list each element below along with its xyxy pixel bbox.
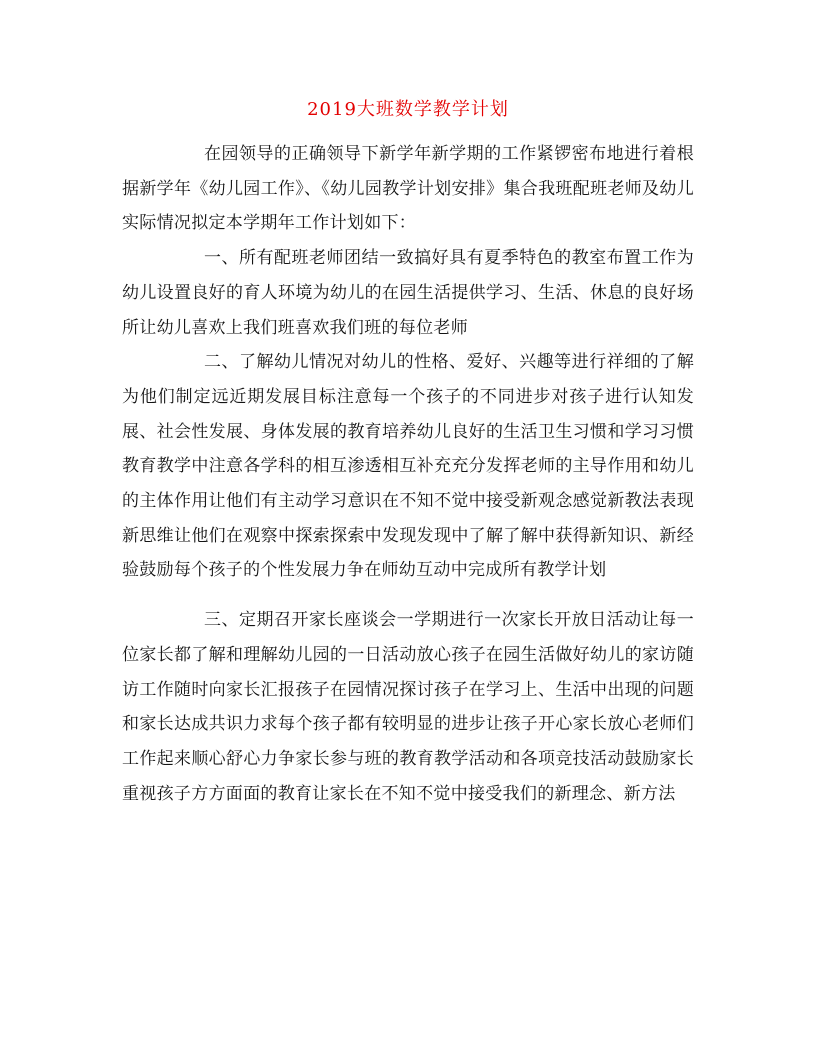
page-title: 2019大班数学教学计划 <box>307 99 509 120</box>
paragraph-section-2: 二、了解幼儿情况对幼儿的性格、爱好、兴趣等进行祥细的了解为他们制定远近期发展目标注意每一个孩子的不同进步对孩子进行认知发展、社会性发展、身体发展的教育培养幼儿良好的生活卫生习惯和学习习惯教育教学中注意各学科的相互渗透相互补充充分发挥老师的主导作用和幼儿的主体作用让他们有主动学习意识在不知不觉中接受新观念感觉新教法表现新思维让他们在观察中探索探索中发现发现中了解了解中获得新知识、新经验鼓励每个孩子的个性发展力争在师幼互动中完成所有教学计划 <box>122 352 694 581</box>
paragraph-intro: 在园领导的正确领导下新学年新学期的工作紧锣密布地进行着根据新学年《幼儿园工作》、《幼儿园教学计划安排》集合我班配班老师及幼儿实际情况拟定本学期年工作计划如下： <box>122 144 694 234</box>
document-body <box>122 137 694 811</box>
paragraph-section-3: 三、定期召开家长座谈会一学期进行一次家长开放日活动让每一位家长都了解和理解幼儿园的一日活动放心孩子在园生活做好幼儿的家访随访工作随时向家长汇报孩子在园情况探讨孩子在学习上、生活中出现的问题和家长达成共识力求每个孩子都有较明显的进步让孩子开心家长放心老师们工作起来顺心舒心力争家长参与班的教育教学活动和各项竞技活动鼓励家长重视孩子方方面面的教育让家长在不知不觉中接受我们的新理念、新方法 <box>122 610 694 804</box>
paragraph-section-1: 一、所有配班老师团结一致搞好具有夏季特色的教室布置工作为幼儿设置良好的育人环境为幼儿的在园生活提供学习、生活、休息的良好场所让幼儿喜欢上我们班喜欢我们班的每位老师 <box>122 248 694 338</box>
